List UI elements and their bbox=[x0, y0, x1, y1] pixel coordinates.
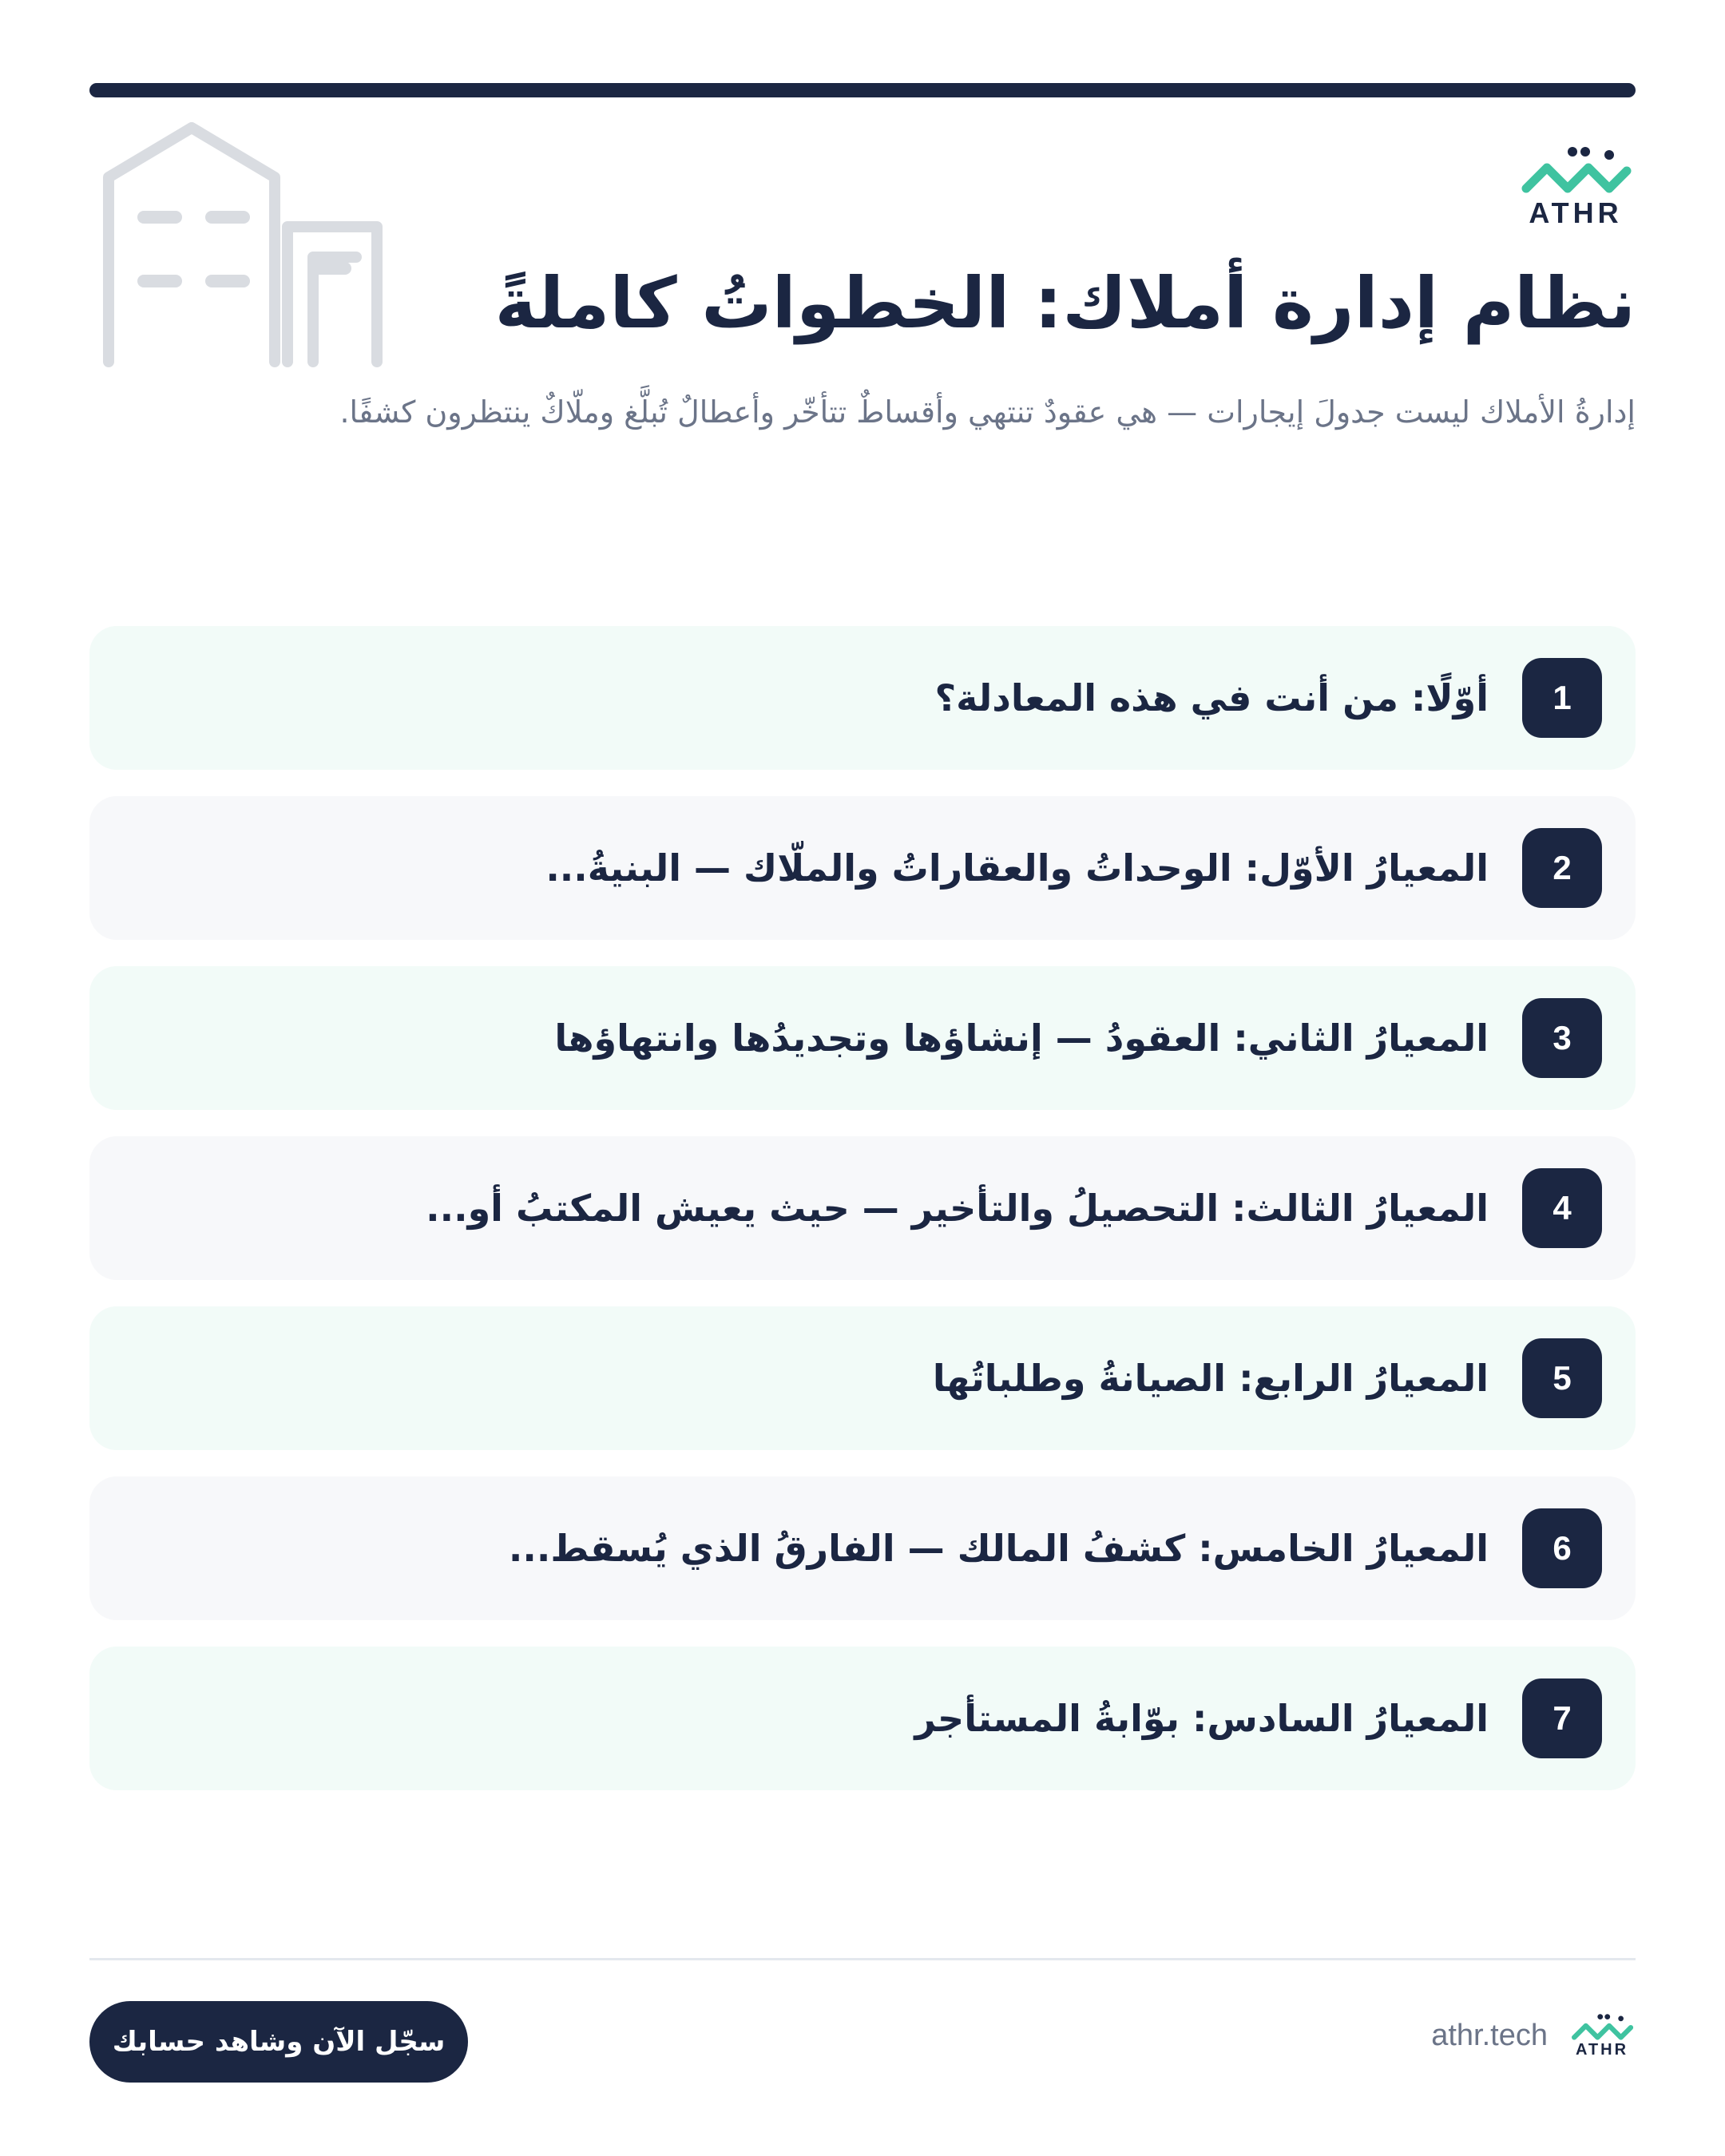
building-icon bbox=[96, 120, 399, 375]
step-number-badge: 1 bbox=[1522, 658, 1602, 738]
footer-brand bbox=[1431, 2012, 1636, 2059]
athr-logo bbox=[1516, 144, 1636, 230]
step-label: المعيارُ الخامس: كشفُ المالك — الفارقُ الذي يُسقط... bbox=[508, 1527, 1489, 1570]
step-number-badge: 2 bbox=[1522, 828, 1602, 908]
top-accent-bar bbox=[89, 83, 1636, 97]
steps-list bbox=[89, 626, 1636, 1817]
step-item-2[interactable] bbox=[89, 796, 1636, 940]
step-number-badge: 3 bbox=[1522, 998, 1602, 1078]
step-label: المعيارُ السادس: بوّابةُ المستأجر bbox=[914, 1697, 1489, 1740]
step-label: المعيارُ الثالث: التحصيلُ والتأخير — حيث يعيش المكتبُ أو... bbox=[426, 1187, 1489, 1230]
step-label: أوّلًا: من أنت في هذه المعادلة؟ bbox=[934, 676, 1489, 719]
athr-logo-icon bbox=[1570, 2012, 1634, 2041]
step-number-badge: 6 bbox=[1522, 1508, 1602, 1588]
step-number-badge: 4 bbox=[1522, 1168, 1602, 1248]
step-number-badge: 5 bbox=[1522, 1338, 1602, 1418]
step-item-7[interactable] bbox=[89, 1647, 1636, 1790]
step-item-6[interactable] bbox=[89, 1476, 1636, 1620]
page-subtitle: إدارةُ الأملاك ليست جدولَ إيجارات — هي عقودٌ تنتهي وأقساطٌ تتأخّر وأعطالٌ تُبلَّغ وملّاكٌ ينتظرون كشفًا. bbox=[339, 394, 1636, 430]
logo-wordmark: ATHR bbox=[1529, 196, 1623, 229]
step-label: المعيارُ الرابع: الصيانةُ وطلباتُها bbox=[932, 1357, 1489, 1400]
signup-cta-button[interactable]: سجّل الآن وشاهد حسابك bbox=[89, 2001, 468, 2083]
step-item-3[interactable] bbox=[89, 966, 1636, 1110]
step-number-badge: 7 bbox=[1522, 1678, 1602, 1758]
step-label: المعيارُ الأوّل: الوحداتُ والعقاراتُ والملّاك — البنيةُ... bbox=[545, 846, 1489, 890]
step-item-4[interactable] bbox=[89, 1136, 1636, 1280]
athr-logo-icon bbox=[1520, 144, 1632, 195]
footer-url-link[interactable]: athr.tech bbox=[1431, 2019, 1548, 2052]
footer-divider bbox=[89, 1958, 1636, 1960]
footer-logo bbox=[1568, 2012, 1636, 2059]
step-item-1[interactable] bbox=[89, 626, 1636, 770]
step-item-5[interactable] bbox=[89, 1306, 1636, 1450]
page-title: نظام إدارة أملاك: الخطواتُ كاملةً bbox=[494, 262, 1636, 344]
step-label: المعيارُ الثاني: العقودُ — إنشاؤها وتجديدُها وانتهاؤها bbox=[554, 1017, 1489, 1060]
footer-logo-wordmark: ATHR bbox=[1575, 2041, 1629, 2059]
